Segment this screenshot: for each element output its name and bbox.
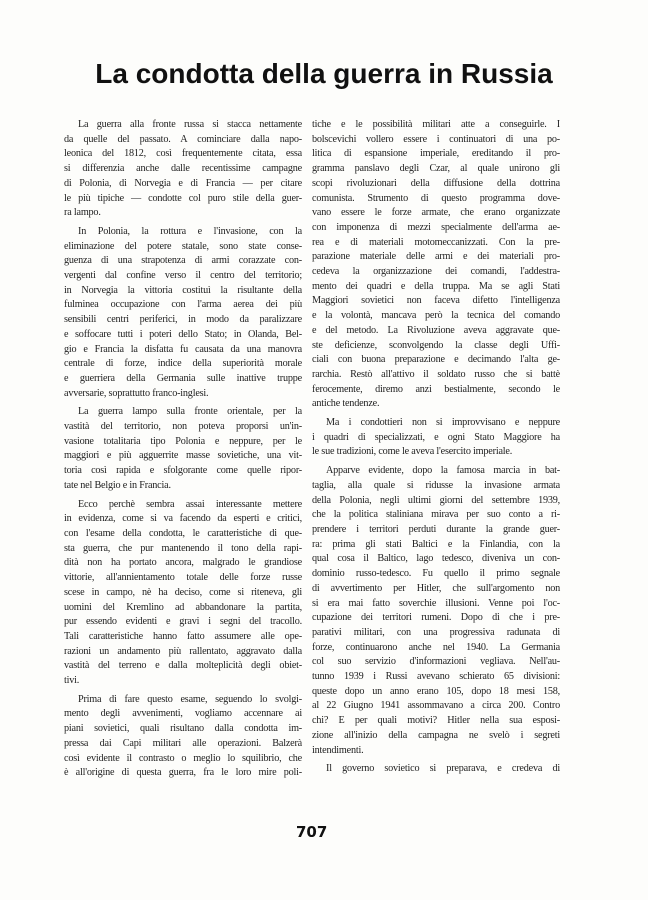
text-line: mento degli avvenimenti, vogliamo accennare ai — [64, 708, 302, 720]
text-line: col suo servizio d'informazioni vegliava. Nell'au- — [312, 656, 560, 668]
text-line: prendere i territori perduti durante la grande guer- — [312, 523, 560, 535]
text-line: vastità del terreno e dalla molteplicità degli obiet- — [64, 660, 302, 672]
text-line: tiche e le possibilità militari atte a conseguirle. I — [312, 119, 560, 130]
text-line: bolscevichi vollero essere i continuatori di una po- — [312, 133, 560, 145]
text-line: Tali caratteristiche hanno fatto assumere alle ope- — [64, 630, 302, 642]
text-line: leonica del 1812, così frequentemente citata, essa — [64, 148, 302, 160]
text-line: avversarie, soprattutto franco-inglesi. — [64, 387, 209, 399]
text-line: antiche tendenze. — [312, 398, 380, 410]
text-line: gramma panslavo degli Czar, al quale unirono gli — [312, 163, 560, 175]
text-line: con l'esame della condotta, le caratteristiche di que- — [64, 527, 302, 539]
paragraph — [312, 762, 560, 777]
paragraph — [312, 118, 560, 412]
text-line: piani sovietici, quali risultano dalla condotta im- — [64, 723, 302, 735]
text-line: di Polonia, di Norvegia e di Francia — per citare — [64, 177, 302, 189]
text-line: e soffocare tutti i poteri dello Stato; in Olanda, Bel- — [64, 328, 302, 340]
paragraph — [64, 118, 302, 221]
text-line: queste dopo un anno erano 105, dopo 18 mesi 158, — [312, 685, 560, 697]
text-line: parazione materiale delle armi e dei materiali pro- — [312, 251, 560, 263]
text-line: dominio russo-tedesco. Fu quello il primo segnale — [312, 568, 560, 580]
article-title-wrap — [40, 56, 608, 92]
text-line: e del metodo. La Rivoluzione aveva aggravate que- — [312, 324, 560, 336]
text-line: razioni un andamento più rallentato, aggravato dalla — [64, 645, 302, 657]
text-line: toria così rapida e sfolgorante come quelle ripor- — [64, 465, 302, 477]
text-line: vittorie, all'annientamento totale delle forze russe — [64, 572, 302, 584]
text-line: e la volontà, mancava però la tecnica del comando — [312, 310, 560, 322]
text-line: vergenti dal confine verso il centro del territorio; — [64, 270, 302, 282]
left-column — [64, 118, 302, 785]
text-line: è all'origine di questa guerra, fra le loro mire poli- — [64, 767, 302, 779]
text-line: vastità del territorio, non poteva proporsi un'in- — [64, 421, 302, 433]
paragraph — [312, 464, 560, 758]
text-line: al 22 Giugno 1941 assommavano a circa 200. Contro — [312, 700, 560, 712]
text-line: cedeva la organizzazione dei comandi, l'addestra- — [312, 266, 560, 278]
text-line: taglia, alla quale si ridusse la invasione armata — [312, 479, 560, 491]
text-line: rea e di materiali motomeccanizzati. Con la pre- — [312, 236, 560, 248]
text-line: si differenzia anche dalle recentissime campagne — [64, 163, 302, 175]
text-line: così evidente il contrasto o meglio lo squilibrio, che — [64, 752, 302, 764]
text-line: tivi. — [64, 675, 80, 687]
text-line: guenza di una strapotenza di armi corazzate con- — [64, 255, 302, 267]
text-line: e guerriera della Germania sulle inattive truppe — [64, 372, 302, 384]
text-line: vasione totalitaria tipo Polonia e neppure, per le — [64, 435, 302, 447]
text-line: sensibili centri periferici, in modo da paralizzare — [64, 314, 302, 326]
text-line: in Norvegia la vittoria costituì la risultante della — [64, 284, 302, 296]
text-line: ciali con buona preparazione e decimando l'alta ge- — [312, 354, 560, 366]
text-line: Prima di fare questo esame, seguendo lo svolgi- — [78, 693, 302, 705]
text-line: rarchia. Restò all'attivo il soldato russo che si battè — [312, 368, 560, 380]
paragraph — [64, 693, 302, 781]
text-line: fulminea occupazione con l'arma aerea dei più — [64, 299, 302, 311]
text-line: La guerra lampo sulla fronte orientale, per la — [78, 406, 302, 418]
text-line: maggiori e più agguerrite masse sovietiche, una vit- — [64, 450, 302, 462]
text-line: ra lampo. — [64, 207, 101, 219]
text-line: i quadri di specializzati, e ogni Stato Maggiore ha — [312, 431, 560, 443]
text-line: ra: prima gli stati Baltici e la Finlandia, con la — [312, 538, 560, 550]
text-line: Apparve evidente, dopo la famosa marcia in bat- — [326, 465, 560, 477]
text-line: le sue tradizioni, come le aveva l'esercito imperiale. — [312, 446, 513, 458]
text-line: si era mai fatto soverchie illusioni. Venne poi l'oc- — [312, 597, 560, 609]
paragraph — [64, 498, 302, 689]
text-line: intendimenti. — [312, 744, 364, 756]
text-line: vano essere le forze armate, che erano organizzate — [312, 207, 560, 219]
text-line: scese in campo, nè ha deciso, come si riteneva, gli — [64, 586, 302, 598]
text-line: di avvertimento per Hitler, che sull'argomento non — [312, 582, 560, 594]
text-line: con imponenza di mezzi specialmente dell'arma ae- — [312, 221, 560, 233]
text-line: centrale di forze, indice della superiorità morale — [64, 358, 302, 370]
text-line: gio e Francia la disfatta fu causata da una manovra — [64, 343, 302, 355]
text-line: in evidenza, come si va facendo da esperti e critici, — [64, 513, 302, 525]
page-number: 707 — [296, 823, 328, 841]
text-line: Il governo sovietico si preparava, e credeva di — [326, 763, 560, 775]
text-line: pur essendo evidenti e gravi i segni del tracollo. — [64, 616, 302, 628]
text-line: ste deficienze, sconvolgendo la classe degli Uffi- — [312, 339, 560, 351]
text-line: ferocemente, diremo anzi bestialmente, secondo le — [312, 383, 560, 395]
text-line: parativi militari, con una progressiva radunata di — [312, 626, 560, 638]
paragraph — [64, 405, 302, 493]
text-line: pressa dai Capi militari alle operazioni. Balzerà — [64, 737, 302, 749]
text-line: scopi rivoluzionari della diffusione della dottrina — [312, 177, 560, 189]
text-line: Ma i condottieri non si improvvisano e neppure — [326, 417, 560, 429]
text-line: della Polonia, negli ultimi giorni del settembre 1939, — [312, 494, 560, 506]
text-line: Ecco perchè sembra assai interessante mettere — [78, 498, 302, 510]
text-line: chi? E per quali motivi? Hitler nella sua esposi- — [312, 715, 560, 727]
text-line: le più tipiche — condotte col puro stile della guer- — [64, 192, 302, 204]
text-line: litica di espansione imperiale, ereditando il pro- — [312, 148, 560, 160]
text-line: In Polonia, la rottura e l'invasione, con la — [78, 225, 302, 237]
text-line: uomini del Kremlino ad abbandonare la partita, — [64, 601, 302, 613]
text-line: zione all'inizio della campagna ne svelò i segreti — [312, 729, 560, 741]
text-line: da quelle del passato. A cominciare dalla napo- — [64, 133, 302, 145]
text-line: mento dei quadri e della truppa. Ma se agli Stati — [312, 280, 560, 292]
text-line: forze, continuarono anche nel 1940. La Germania — [312, 641, 560, 653]
text-line: che la politica staliniana mirava per suo conto a ri- — [312, 509, 560, 521]
text-line: eliminazione del potere statale, sono state conse- — [64, 240, 302, 252]
text-line: qual cosa il Baltico, lago tedesco, diveniva un con- — [312, 553, 560, 565]
text-line: dità non ha portato ancora, malgrado le grandiose — [64, 557, 302, 569]
text-line: tate nel Belgio e in Francia. — [64, 479, 171, 491]
text-line: cupazione dei territori rumeni. Dopo di che i pre- — [312, 612, 560, 624]
text-line: sta guerra, che pur mantenendo il tono della rapi- — [64, 542, 302, 554]
paragraph — [312, 416, 560, 460]
text-line: tunno 1939 i Russi avevano schierato 65 divisioni: — [312, 671, 560, 683]
text-line: Maggiori sovietici non faceva difetto l'intelligenza — [312, 295, 560, 307]
right-column — [312, 118, 560, 781]
article-title: La condotta della guerra in Russia — [95, 58, 553, 89]
text-line: La guerra alla fronte russa si stacca nettamente — [78, 119, 302, 130]
text-line: comunista. Strumento di questo programma dove- — [312, 192, 560, 204]
paragraph — [64, 225, 302, 401]
